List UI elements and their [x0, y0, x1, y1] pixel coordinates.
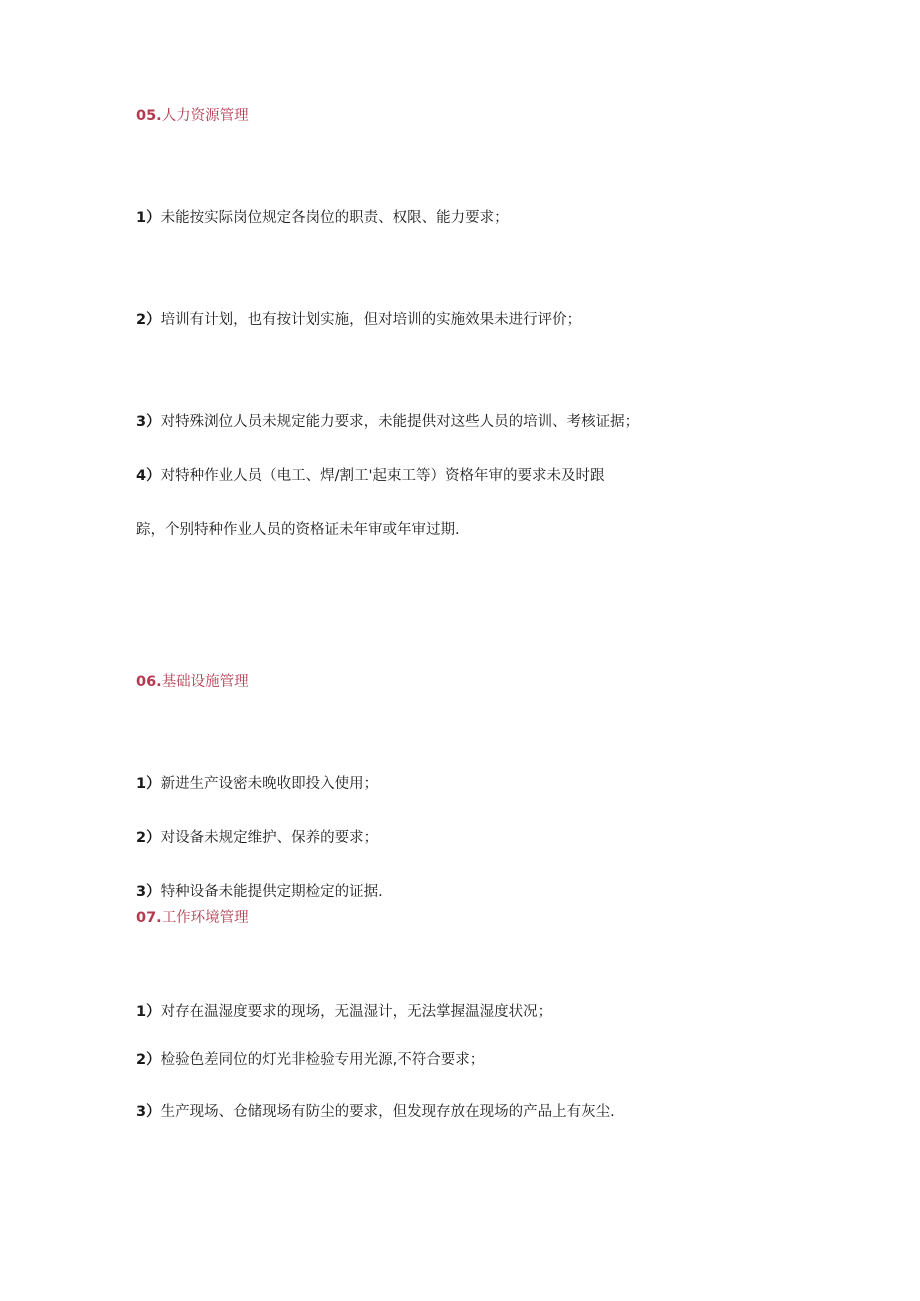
item-text: 踪，个别特种作业人员的资格证未年审或年审过期.: [136, 522, 460, 538]
section-title: 工作环境管理: [161, 910, 249, 926]
item-number: 3）: [136, 1104, 161, 1120]
section-05-heading: [136, 106, 249, 126]
item-text: 对存在温湿度要求的现场，无温湿计，无法掌握温湿度状况；: [160, 1004, 553, 1020]
item-number: 1）: [136, 210, 161, 226]
list-item: [136, 208, 509, 228]
item-number: 2）: [136, 1052, 161, 1068]
item-number: 2）: [136, 312, 161, 328]
item-number: 3）: [136, 414, 161, 430]
item-number: 1）: [136, 776, 161, 792]
list-item: [136, 412, 639, 432]
section-number: 07.: [136, 910, 162, 926]
item-number: 1）: [136, 1004, 161, 1020]
section-title: 基础设施管理: [161, 674, 249, 690]
list-item: [136, 1050, 484, 1070]
list-item: [136, 1002, 552, 1022]
item-text: 对特殊浏位人员未规定能力要求，未能提供对这些人员的培训、考核证据；: [160, 414, 640, 430]
section-06-heading: [136, 672, 249, 692]
list-item: [136, 774, 378, 794]
list-item: [136, 310, 581, 330]
list-item: [136, 882, 383, 902]
list-item-continuation: [136, 520, 460, 540]
item-number: 2）: [136, 830, 161, 846]
item-text: 培训有计划，也有按计划实施，但对培训的实施效果未进行评价；: [160, 312, 582, 328]
section-07-heading: [136, 908, 249, 928]
item-text: 生产现场、仓储现场有防尘的要求，但发现存放在现场的产品上有灰尘.: [160, 1104, 615, 1120]
list-item: [136, 466, 604, 486]
section-title: 人力资源管理: [161, 108, 249, 124]
item-number: 3）: [136, 884, 161, 900]
section-number: 06.: [136, 674, 162, 690]
item-text: 新进生产设密未晚收即投入使用；: [160, 776, 379, 792]
item-text: 未能按实际岗位规定各岗位的职责、权限、能力要求；: [160, 210, 509, 226]
section-number: 05.: [136, 108, 162, 124]
item-text: 对设备未规定维护、保养的要求；: [160, 830, 379, 846]
item-text: 检验色差同位的灯光非检验专用光源,不符合要求；: [160, 1052, 485, 1068]
list-item: [136, 828, 378, 848]
list-item: [136, 1102, 615, 1122]
item-number: 4）: [136, 468, 161, 484]
item-text: 对特种作业人员（电工、焊/割工'起束工等）资格年审的要求未及时跟: [160, 468, 605, 484]
item-text: 特种设备未能提供定期检定的证据.: [160, 884, 383, 900]
